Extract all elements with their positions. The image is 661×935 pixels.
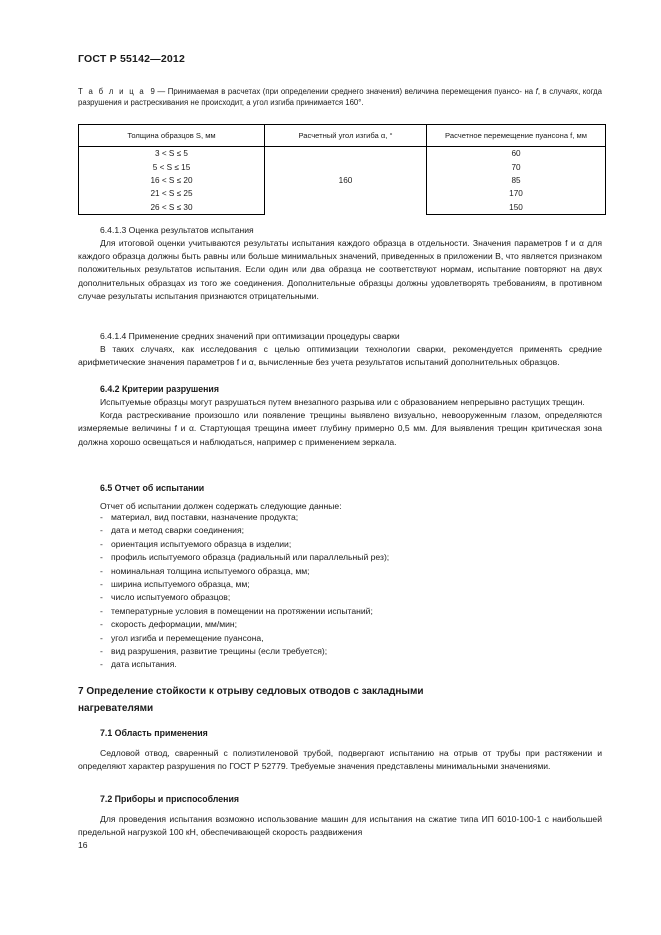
section-6414 [78, 330, 602, 369]
page-number: 16 [78, 840, 88, 850]
list-item-label: число испытуемого образцов; [111, 592, 231, 603]
table-caption-symbol-f: f [535, 87, 538, 96]
section-6414-heading: 6.4.1.4 Применение средних значений при оптимизации процедуры сварки [100, 331, 400, 341]
bullet-dash-icon: - [100, 552, 103, 563]
list-item-label: температурные условия в помещении на протяжении испытаний; [111, 605, 373, 616]
table-caption [78, 86, 602, 109]
bullet-dash-icon: - [100, 525, 103, 536]
section-6414-paragraph: В таких случаях, как исследования с целью оптимизации технологии сварки, рекомендуется применять средние арифметические значения параметров f и α, вычисленные без учета результатов испытаний дополнительных образцов. [78, 344, 602, 368]
cell-displacement: 170 [427, 187, 606, 200]
list-item [78, 605, 602, 618]
list-item-label: номинальная толщина испытуемого образца, мм; [111, 565, 310, 576]
cell-displacement: 150 [427, 201, 606, 215]
column-header-angle: Расчетный угол изгиба α, ° [265, 125, 427, 147]
section-6413-paragraph: Для итоговой оценки учитываются результаты испытания каждого образца в отдельности. Значения параметров f и α для каждого образца должны быть равны или больше минимальных значений, приведенных в приложении В, что является признаком положительных результатов испытания. Если один или два образца не соответствуют нормам, испытание повторяют на двух дополнительных образцах из того же соединения. Дополнительные образцы должны удовлетворять требованиям, в противном случае результаты испытания признаются отрицательными. [78, 238, 602, 301]
table-caption-line2-prefix: на [524, 87, 536, 96]
section-642-paragraph-2: Когда растрескивание произошло или появление трещины выявлено визуально, невооруженным глазом, определяются измеряемые величины f и α. Стартующая трещина имеет глубину примерно 0,5 мм. Для выявления трещин критическая зона должна хорошо освещаться и наблюдаться, например с применением зеркала. [78, 410, 602, 447]
list-item [78, 658, 602, 671]
list-item [78, 618, 602, 631]
list-item [78, 591, 602, 604]
section-65-heading: 6.5 Отчет об испытании [100, 483, 205, 493]
section-642-heading: 6.4.2 Критерии разрушения [100, 384, 219, 394]
section-65-intro: Отчет об испытании должен содержать следующие данные: [100, 501, 342, 512]
section-6413-heading: 6.4.1.3 Оценка результатов испытания [100, 225, 254, 235]
section-71-heading: 7.1 Область применения [100, 728, 208, 738]
section-71-paragraph [78, 747, 602, 773]
cell-thickness: 5 < S ≤ 15 [79, 160, 265, 173]
list-item-label: материал, вид поставки, назначение продукта; [111, 512, 299, 522]
report-contents-list [78, 511, 602, 672]
cell-thickness: 21 < S ≤ 25 [79, 187, 265, 200]
bullet-dash-icon: - [100, 538, 103, 549]
section-71-text: Седловой отвод, сваренный с полиэтиленовой трубой, подвергают испытанию на отрыв от трубы при растяжении и определяют характер разрушения по ГОСТ Р 52779. Требуемые значения представлены минимальными значениями. [78, 748, 602, 772]
table-caption-number: 9 [150, 87, 155, 96]
cell-thickness: 16 < S ≤ 20 [79, 174, 265, 187]
list-item [78, 538, 602, 551]
section-72-paragraph [78, 813, 602, 839]
section-7-title [78, 684, 578, 717]
bullet-dash-icon: - [100, 512, 103, 522]
table-caption-label: Т а б л и ц а [78, 87, 146, 96]
table-row [79, 147, 606, 161]
list-item-label: ширина испытуемого образца, мм; [111, 579, 250, 590]
section-72-text: Для проведения испытания возможно использование машин для испытания на сжатие типа ИП 6010-100-1 с наибольшей предельной нагрузкой 100 кН, обеспечивающей скорость раздвижения [78, 814, 602, 838]
section-7-title-line-1: 7 Определение стойкости к отрыву седловых отводов с закладными [78, 686, 424, 697]
bullet-dash-icon: - [100, 605, 103, 616]
list-item [78, 511, 602, 524]
list-item [78, 645, 602, 658]
column-header-displacement: Расчетное перемещение пуансона f, мм [427, 125, 606, 147]
cell-displacement: 85 [427, 174, 606, 187]
table-9-wrapper [78, 124, 602, 215]
cell-thickness: 3 < S ≤ 5 [79, 147, 265, 161]
bullet-dash-icon: - [100, 565, 103, 576]
list-item-label: профиль испытуемого образца (радиальный или параллельный рез); [111, 552, 390, 563]
section-72-heading: 7.2 Приборы и приспособления [100, 794, 240, 804]
bullet-dash-icon: - [100, 632, 103, 643]
list-item [78, 632, 602, 645]
cell-thickness: 26 < S ≤ 30 [79, 201, 265, 215]
cell-displacement: 60 [427, 147, 606, 161]
list-item [78, 524, 602, 537]
bullet-dash-icon: - [100, 659, 103, 670]
table-9 [78, 124, 606, 215]
list-item [78, 578, 602, 591]
table-caption-line1: — Принимаемая в расчетах (при определении среднего значения) величина перемещения пуансо- [157, 87, 522, 96]
bullet-dash-icon: - [100, 619, 103, 630]
section-65 [78, 482, 602, 513]
list-item-label: скорость деформации, мм/мин; [111, 619, 238, 630]
section-7-title-line-2: нагревателями [78, 702, 154, 714]
bullet-dash-icon: - [100, 592, 103, 603]
table-header-row [79, 125, 606, 147]
column-header-thickness: Толщина образцов S, мм [79, 125, 265, 147]
list-item-label: дата и метод сварки соединения; [111, 525, 244, 536]
table-head [79, 125, 606, 147]
section-642-paragraph-1: Испытуемые образцы могут разрушаться путем внезапного разрыва или с образованием непрерывно растущих трещин. [100, 397, 585, 408]
list-item-label: вид разрушения, развитие трещины (если требуется); [111, 646, 328, 657]
list-item [78, 551, 602, 564]
table-body [79, 147, 606, 215]
bullet-dash-icon: - [100, 579, 103, 590]
cell-displacement: 70 [427, 160, 606, 173]
document-header: ГОСТ Р 55142—2012 [78, 53, 186, 65]
section-6413 [78, 224, 602, 303]
list-item-label: ориентация испытуемого образца в изделии; [111, 538, 292, 549]
cell-angle: 160 [265, 147, 427, 215]
list-item-label: угол изгиба и перемещение пуансона, [111, 632, 264, 643]
table-caption-line2-rest: , в случаях, когда разрушения и растрескивания не происходит, а угол изгиба принимается 160°. [78, 87, 603, 108]
bullet-dash-icon: - [100, 646, 103, 657]
list-item [78, 565, 602, 578]
section-642 [78, 383, 602, 449]
list-item-label: дата испытания. [111, 659, 177, 670]
